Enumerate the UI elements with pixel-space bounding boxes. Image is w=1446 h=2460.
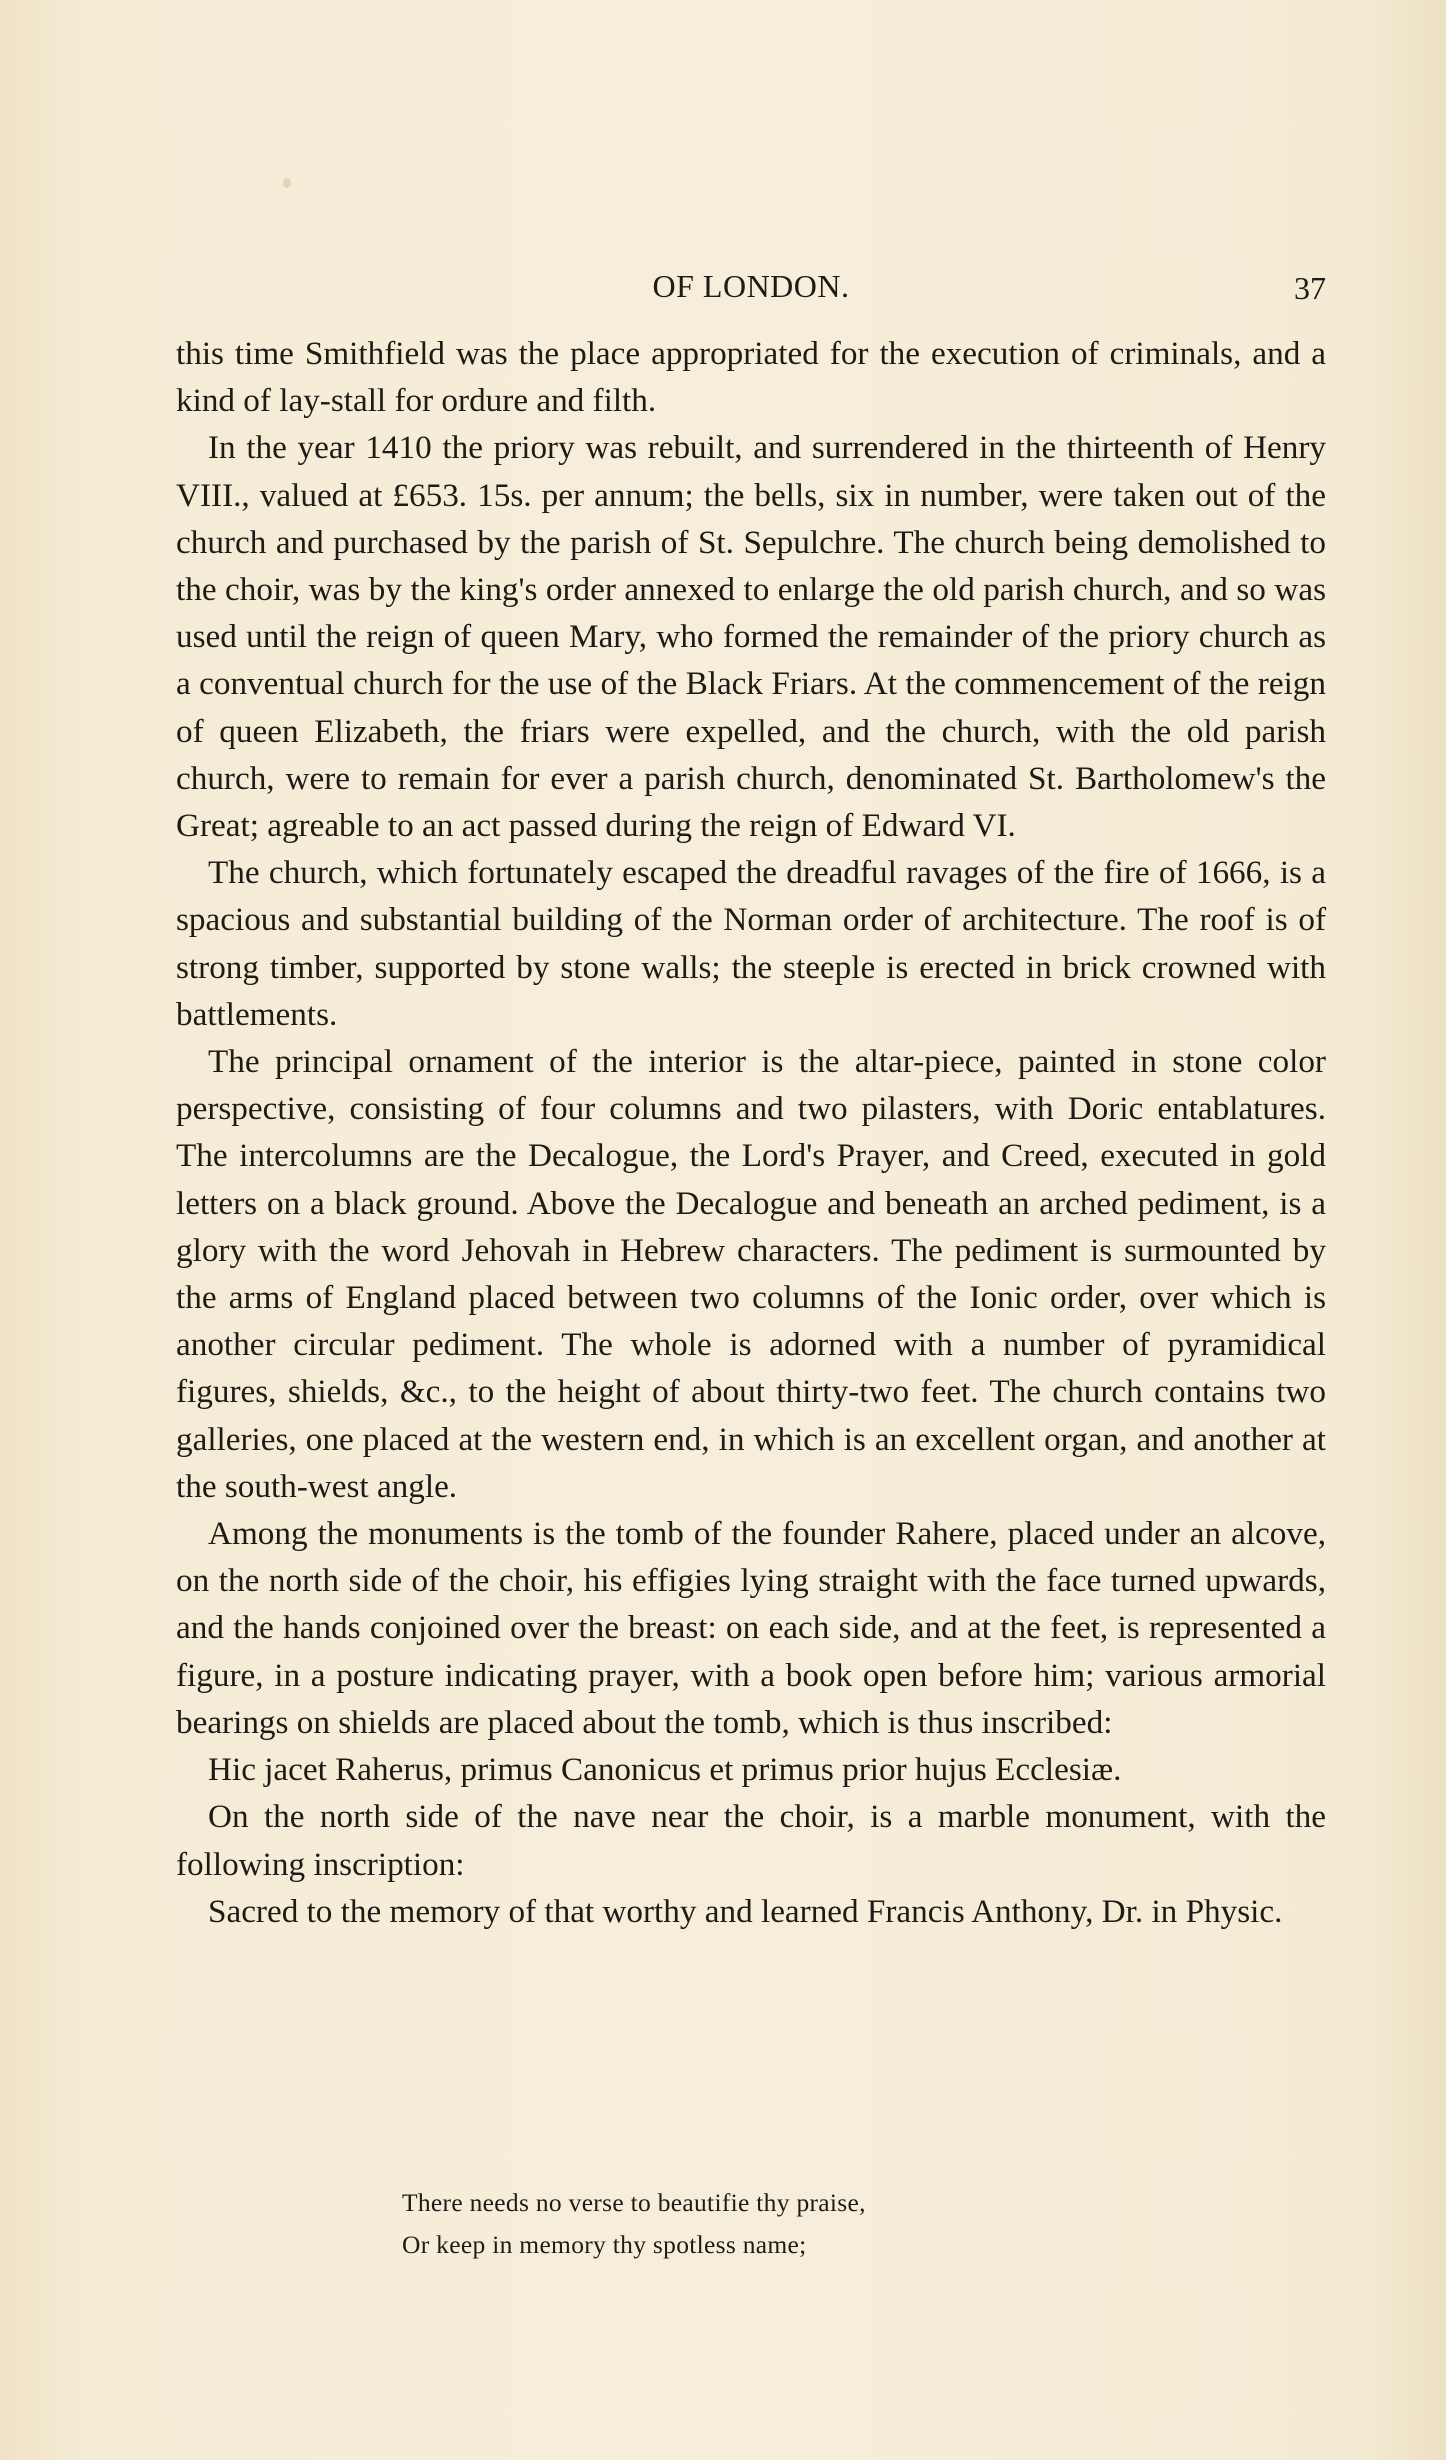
body-text	[176, 330, 1326, 1935]
verse-line: There needs no verse to beautifie thy praise,	[402, 2188, 866, 2217]
paper-speck	[283, 178, 291, 188]
paragraph-church-description: The church, which fortunately escaped the dreadful ravages of the fire of 1666, is a spacious and substantial building of the Norman order of architecture. The roof is of strong timber, supported by stone walls; the steeple is erected in brick crowned with battlements.	[176, 854, 1326, 1033]
inscription-rahere: Hic jacet Raherus, primus Canonicus et primus prior hujus Ecclesiæ.	[208, 1751, 1122, 1789]
paragraph-altar-piece: The principal ornament of the interior is the altar-piece, painted in stone color perspective, consisting of four columns and two pilasters, with Doric entablatures. The intercolumns are the Decalogue, the Lord's Prayer, and Creed, executed in gold letters on a black ground. Above the Decalogue and beneath an arched pediment, is a glory with the word Jehovah in Hebrew characters. The pediment is surmounted by the arms of England placed between two columns of the Ionic order, over which is another circular pediment. The whole is adorned with a number of pyramidical figures, shields, &c., to the height of about thirty-two feet. The church contains two galleries, one placed at the western end, in which is an excellent organ, and another at the south-west angle.	[176, 1043, 1326, 1505]
paragraph-monuments: Among the monuments is the tomb of the founder Rahere, placed under an alcove, on the north side of the choir, his effigies lying straight with the face turned upwards, and the hands conjoined over the breast: on each side, and at the feet, is represented a figure, in a posture indicating prayer, with a book open before him; various armorial bearings on shields are placed about the tomb, which is thus inscribed:	[176, 1515, 1326, 1741]
page-header	[176, 266, 1326, 306]
running-head: OF LONDON.	[652, 268, 850, 304]
paragraph-marble-monument: On the north side of the nave near the choir, is a marble monument, with the following inscription:	[176, 1798, 1326, 1883]
paragraph-continuation: this time Smithfield was the place appropriated for the execution of criminals, and a kind of lay-stall for ordure and filth.	[176, 335, 1326, 420]
inscription-francis-anthony: Sacred to the memory of that worthy and learned Francis Anthony, Dr. in Physic.	[208, 1892, 1283, 1930]
paragraph-priory-rebuilt: In the year 1410 the priory was rebuilt, and surrendered in the thirteenth of Henry VIII., valued at £653. 15s. per annum; the bells, six in number, were taken out of the church and purchased by the parish of St. Sepulchre. The church being demolished to the choir, was by the king's order annexed to enlarge the old parish church, and so was used until the reign of queen Mary, who formed the remainder of the priory church as a conventual church for the use of the Black Friars. At the commencement of the reign of queen Elizabeth, the friars were expelled, and the church, with the old parish church, were to remain for ever a parish church, denominated St. Bartholomew's the Great; agreable to an act passed during the reign of Edward VI.	[176, 429, 1326, 845]
page-number: 37	[1294, 270, 1326, 306]
verse-block	[402, 2182, 1202, 2266]
verse-line: Or keep in memory thy spotless name;	[402, 2230, 807, 2259]
